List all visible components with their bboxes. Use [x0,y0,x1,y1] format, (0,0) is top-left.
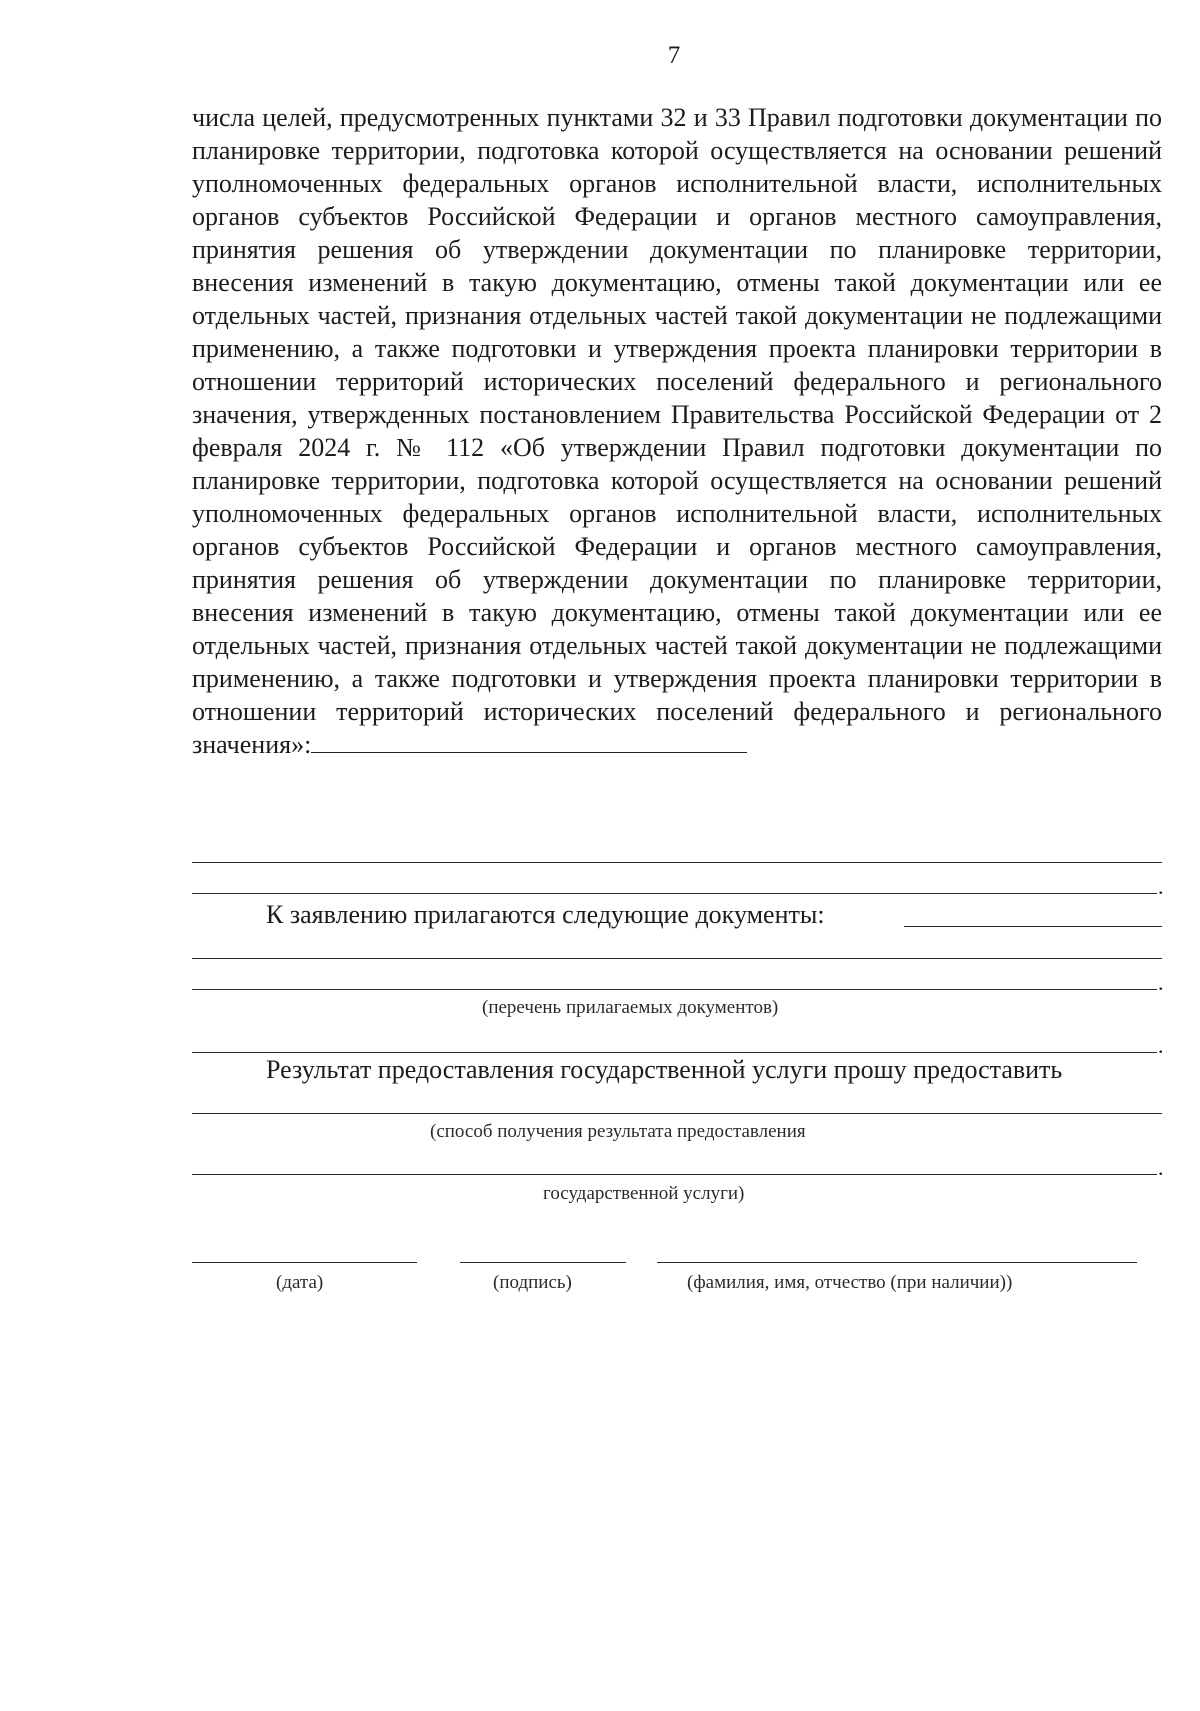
name-caption: (фамилия, имя, отчество (при наличии)) [687,1272,1013,1293]
attachments-line-2[interactable] [192,989,1157,990]
result-caption-2: государственной услуги) [543,1183,745,1204]
blank-line-2[interactable] [192,893,1157,894]
line-end-dot: . [1158,1033,1164,1058]
attachments-line-3[interactable] [192,1052,1157,1053]
result-line-2[interactable] [192,1174,1157,1175]
paragraph-text: числа целей, предусмотренных пунктами 32 и 33 Правил подготовки документации по планировке территории, подготовка которой осуществляется на основании решений уполномоченных федеральных органов исполнительной власти, исполнительных органов субъектов Российской Федерации и органов местного самоуправления, принятия решения об утверждении документации по планировке территории, внесения изменений в такую документацию, отмены такой документации или ее отдельных частей, признания отдельных частей такой документации не подлежащими применению, а также подготовки и утверждения проекта планировки территории в отношении территорий исторических поселений федерального и регионального значения, утвержденных постановлением Правительства Российской Федерации от 2 февраля 2024 г. № 112 «Об утверждении Правил подготовки документации по планировке территории, подготовка которой осуществляется на основании решений уполномоченных федеральных органов исполнительной власти, исполнительных органов субъектов Российской Федерации и органов местного самоуправления, принятия решения об утверждении документации по планировке территории, внесения изменений в такую документацию, отмены такой документации или ее отдельных частей, признания отдельных частей такой документации не подлежащими применению, а также подготовки и утверждения проекта планировки территории в отношении территорий исторических поселений федерального и регионального значения»: [192,103,1162,759]
line-end-dot: . [1158,1155,1164,1180]
line-end-dot: . [1158,874,1164,899]
line-end-dot: . [1158,970,1164,995]
paragraph-fill-line[interactable] [311,730,747,753]
result-label: Результат предоставления государственной услуги прошу предоставить [266,1055,1063,1084]
attachments-label: К заявлению прилагаются следующие документы: [266,900,825,929]
page-number: 7 [667,42,681,69]
name-line[interactable] [657,1262,1137,1263]
date-caption: (дата) [276,1272,324,1293]
attachments-caption: (перечень прилагаемых документов) [482,997,779,1018]
main-paragraph [192,101,1162,761]
signature-line[interactable] [460,1262,626,1263]
attachments-line-1[interactable] [192,958,1162,959]
result-caption-1: (способ получения результата предоставления [430,1121,806,1142]
result-line-1[interactable] [192,1113,1162,1114]
blank-line-1[interactable] [192,862,1162,863]
attachments-fill-line[interactable] [904,926,1162,927]
signature-caption: (подпись) [493,1272,572,1293]
date-line[interactable] [192,1262,417,1263]
